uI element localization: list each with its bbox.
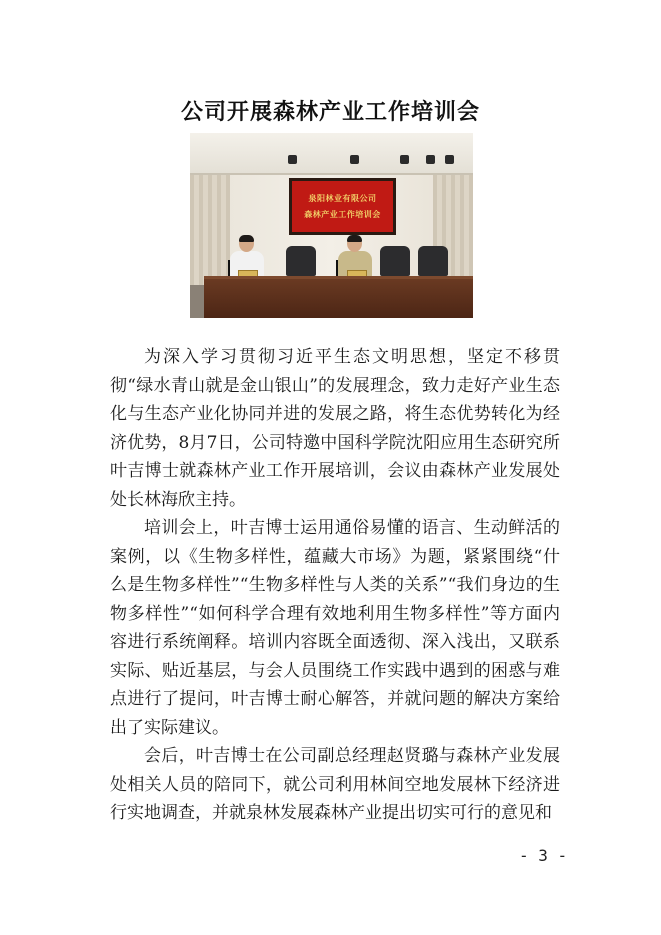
chair — [380, 246, 410, 276]
paragraph-training: 培训会上，叶吉博士运用通俗易懂的语言、生动鲜活的案例，以《生物多样性，蕴藏大市场》为题，紧紧围绕“什么是生物多样性”“生物多样性与人类的关系”“我们身边的生物多样性”“如何科学合理有效地利用生物多样性”等方面内容进行系统阐释。培训内容既全面透彻、深入浅出，又联系实际、贴近基层，与会人员围绕工作实践中遇到的困惑与难点进行了提问，叶吉博士耐心解答，并就问题的解决方案给出了实际建议。 — [110, 518, 560, 738]
chair — [418, 246, 448, 276]
screen-text-company: 泉阳林业有限公司 — [308, 194, 377, 203]
paragraph-followup: 会后，叶吉博士在公司副总经理赵贤璐与森林产业发展处相关人员的陪同下，就公司利用林间空地发展林下经济进行实地调查，并就泉林发展森林产业提出切实可行的意见和 — [110, 746, 560, 823]
ceiling-light-icon — [350, 155, 359, 164]
page-title: 公司开展森林产业工作培训会 — [180, 99, 480, 125]
microphone-icon — [336, 260, 338, 276]
photo-wall-panel — [190, 175, 230, 285]
paragraph-intro: 为深入学习贯彻习近平生态文明思想，坚定不移贯彻“绿水青山就是金山银山”的发展理念，致力走好产业生态化与生态产业化协同并进的发展之路，将生态优势转化为经济优势，8月7日，公司特邀中国科学院沈阳应用生态研究所叶吉博士就森林产业工作开展培训，会议由森林产业发展处处长林海欣主持。 — [110, 347, 560, 510]
ceiling-light-icon — [288, 155, 297, 164]
conference-table — [204, 276, 473, 318]
projection-screen — [289, 178, 396, 235]
ceiling-light-icon — [426, 155, 435, 164]
ceiling-light-icon — [400, 155, 409, 164]
page-number: - 3 - — [519, 846, 568, 865]
chair — [286, 246, 316, 276]
photo-ceiling — [190, 133, 473, 175]
screen-text-meeting: 森林产业工作培训会 — [304, 210, 381, 219]
microphone-icon — [228, 260, 230, 276]
meeting-photo — [190, 133, 473, 318]
photo-floor — [190, 285, 204, 318]
ceiling-light-icon — [445, 155, 454, 164]
